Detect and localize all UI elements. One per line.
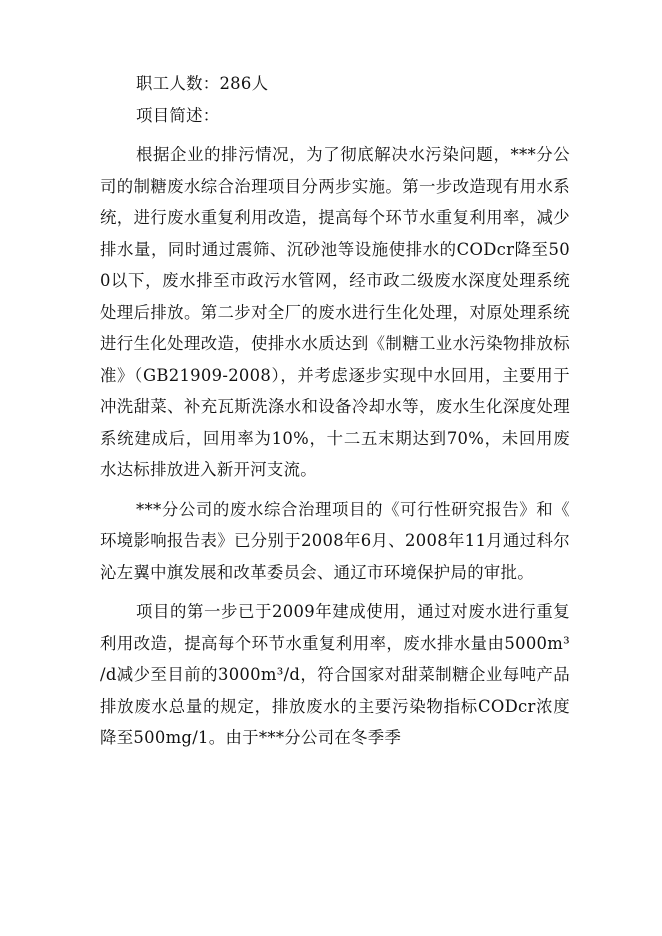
body-paragraph-2: ***分公司的废水综合治理项目的《可行性研究报告》和《环境影响报告表》已分别于2008年6月、2008年11月通过科尔沁左翼中旗发展和改革委员会、通辽市环境保护局的审批。 (100, 499, 570, 582)
body-paragraph-3: 项目的第一步已于2009年建成使用，通过对废水进行重复利用改造，提高每个环节水重复利用率，废水排水量由5000m³/d减少至目前的3000m³/d，符合国家对甜菜制糖企业每吨产品排放废水总量的规定，排放废水的主要污染物指标CODcr浓度降至500mg/1。由于***分公司在冬季季 (100, 602, 570, 747)
project-summary-heading: 项目简述： (136, 105, 220, 125)
body-paragraph-1: 根据企业的排污情况，为了彻底解决水污染问题，***分公司的制糖废水综合治理项目分两步实施。第一步改造现有用水系统，进行废水重复利用改造，提高每个环节水重复利用率，减少排水量，同时通过震筛、沉砂池等设施使排水的CODcr降至500以下，废水排至市政污水管网，经市政二级废水深度处理系统处理后排放。第二步对全厂的废水进行生化处理，对原处理系统进行生化处理改造，使排水水质达到《制糖工业水污染物排放标准》（GB21909-2008），并考虑逐步实现中水回用，主要用于冲洗甜菜、补充瓦斯洗涤水和设备冷却水等，废水生化深度处理系统建成后，回用率为10%，十二五末期达到70%，未回用废水达标排放进入新开河支流。 (100, 145, 570, 479)
document-page (100, 68, 570, 754)
staff-count-line: 职工人数：286人 (136, 74, 269, 93)
